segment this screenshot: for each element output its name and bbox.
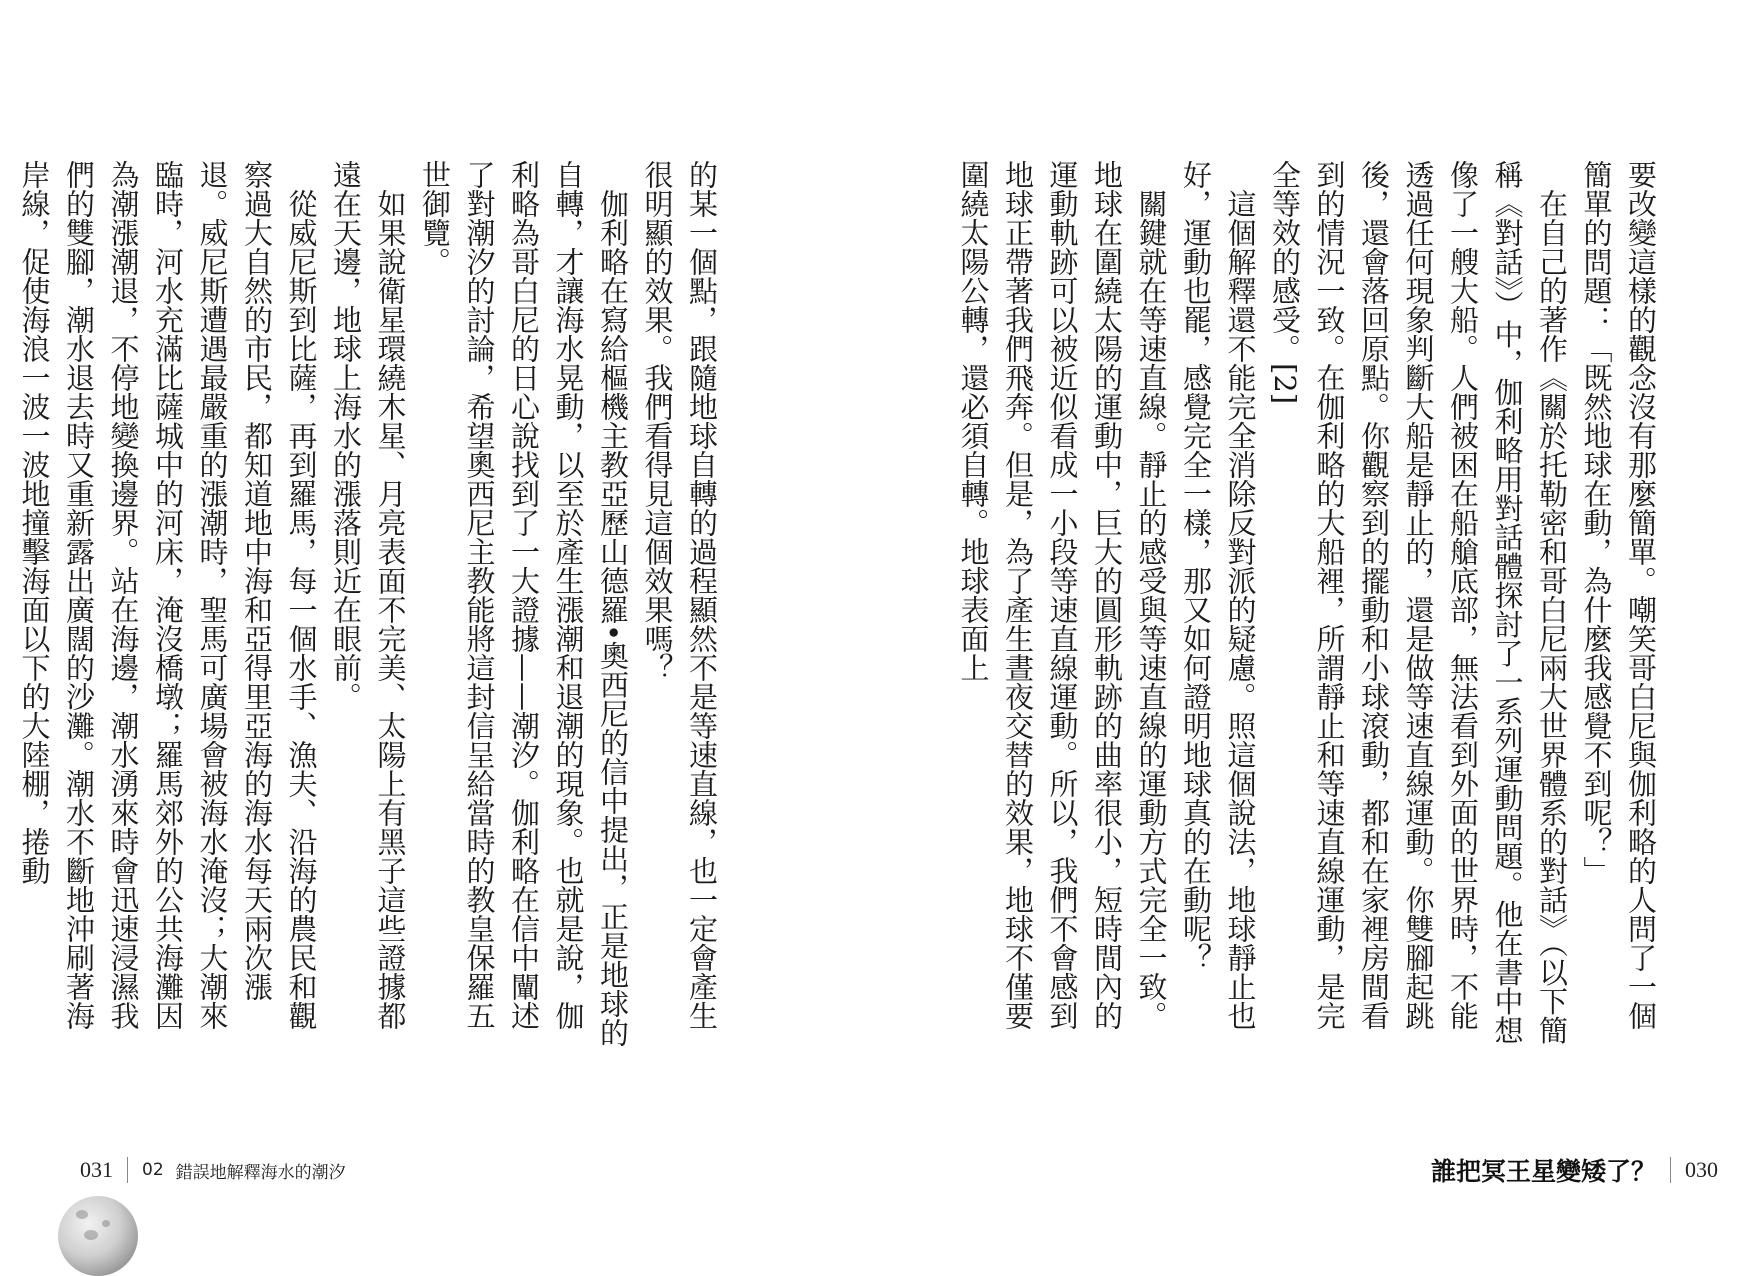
- left-page-body-text: [17, 160, 724, 1050]
- right-paragraph-4: 關鍵就在等速直線。靜止的感受與等速直線的運動方式完全一致。地球在圍繞太陽的運動中，巨大的圓形軌跡的曲率很小，短時間內的運動軌跡可以被近似看成一小段等速直線運動。所以，我們不會感到地球正帶著我們飛奔。但是，為了產生晝夜交替的效果，地球不僅要圍繞太陽公轉，還必須自轉。地球表面上: [956, 160, 1169, 1030]
- left-page: [0, 0, 874, 1240]
- footer-divider: [1670, 1157, 1671, 1183]
- left-paragraph-1: 的某一個點，跟隨地球自轉的過程顯然不是等速直線，也一定會產生很明顯的效果。我們看得見這個效果嗎？: [640, 160, 719, 1030]
- left-paragraph-4: 從威尼斯到比薩，再到羅馬，每一個水手、漁夫、沿海的農民和觀察過大自然的市民，都知道地中海和亞得里亞海的海水每天兩次漲退。威尼斯遭遇最嚴重的漲潮時，聖馬可廣場會被海水淹沒；大潮來臨時，河水充滿比薩城中的河床，淹沒橋墩；羅馬郊外的公共海灘因為潮漲潮退，不停地變換邊界。站在海邊，潮水湧來時會迅速浸濕我們的雙腳，潮水退去時又重新露出廣闊的沙灘。潮水不斷地沖刷著海岸線，促使海浪一波一波地撞擊海面以下的大陸棚，捲動: [17, 160, 319, 1030]
- right-page-number: 030: [1685, 1157, 1718, 1182]
- left-paragraph-3: 如果說衛星環繞木星、月亮表面不完美、太陽上有黑子這些證據都遠在天邊，地球上海水的漲落則近在眼前。: [329, 160, 408, 1030]
- pluto-illustration-icon: [58, 1196, 138, 1276]
- left-paragraph-2: 伽利略在寫給樞機主教亞歷山德羅•奧西尼的信中提出，正是地球的自轉，才讓海水晃動，以至於產生漲潮和退潮的現象。也就是說，伽利略為哥白尼的日心說找到了一大證據——潮汐。伽利略在信中闡述了對潮汐的討論，希望奧西尼主教能將這封信呈給當時的教皇保羅五世御覽。: [418, 160, 630, 1048]
- chapter-number: 02: [142, 1160, 164, 1180]
- footer-divider: [127, 1157, 128, 1183]
- left-page-footer: [80, 1150, 346, 1190]
- right-page-body-text: [956, 160, 1663, 1050]
- right-paragraph-1: 要改變這樣的觀念沒有那麼簡單。嘲笑哥白尼與伽利略的人問了一個簡單的問題：「既然地球在動，為什麼我感覺不到呢？」: [1579, 160, 1658, 1030]
- book-title: 誰把冥王星變矮了？: [1430, 1157, 1656, 1186]
- right-page: [874, 0, 1748, 1240]
- right-page-footer: [1431, 1150, 1718, 1190]
- right-paragraph-3: 這個解釋還不能完全消除反對派的疑慮。照這個說法，地球靜止也好，運動也罷，感覺完全一樣，那又如何證明地球真的在動呢？: [1179, 160, 1258, 1030]
- right-paragraph-2: 在自己的著作《關於托勒密和哥白尼兩大世界體系的對話》（以下簡稱《對話》）中，伽利略用對話體探討了一系列運動問題。他在書中想像了一艘大船。人們被困在船艙底部，無法看到外面的世界時，不能透過任何現象判斷大船是靜止的，還是做等速直線運動。你雙腳起跳後，還會落回原點。你觀察到的擺動和小球滾動，都和在家裡房間看到的情況一致。在伽利略的大船裡，所謂靜止和等速直線運動，是完全等效的感受。[2]: [1268, 160, 1569, 1045]
- chapter-title: 錯誤地解釋海水的潮汐: [175, 1162, 346, 1183]
- left-page-number: 031: [80, 1157, 113, 1182]
